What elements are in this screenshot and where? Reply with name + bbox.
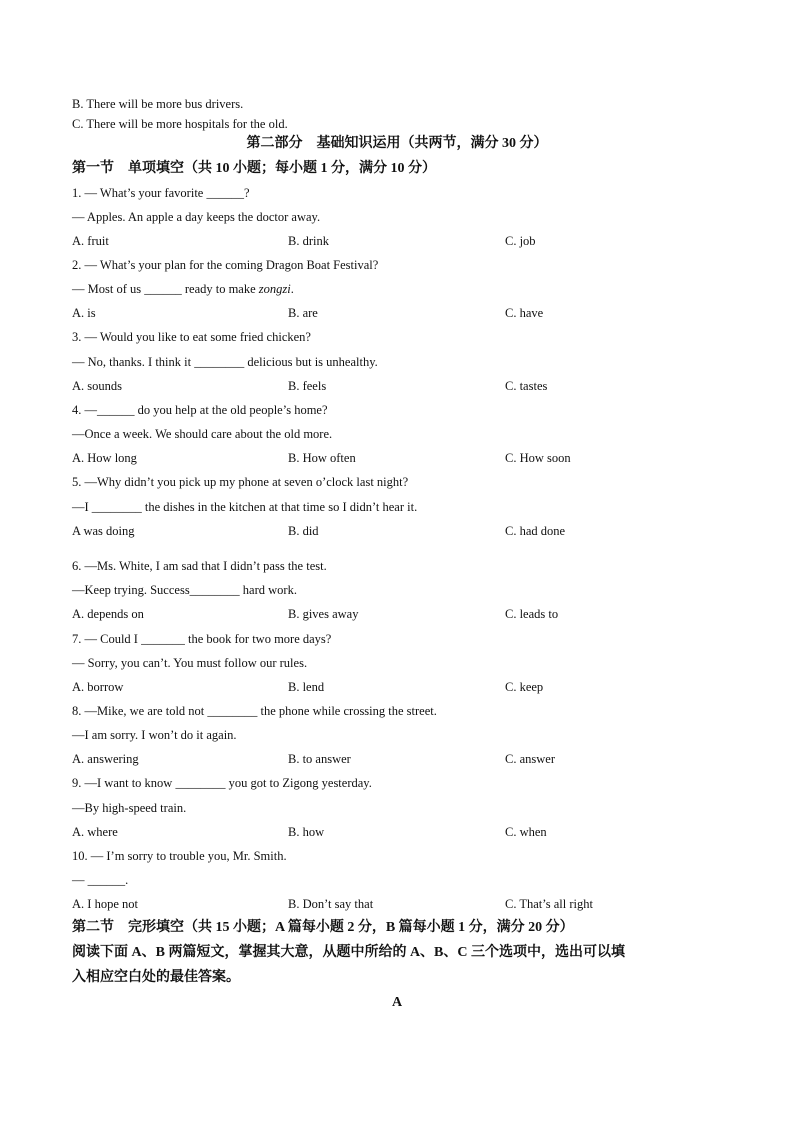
q5-option-b: B. did: [288, 524, 319, 538]
q2-option-c: C. have: [505, 306, 544, 320]
question-6: 6. —Ms. White, I am sad that I didn’t pass the test.: [72, 559, 327, 573]
q10-option-a: A. I hope not: [72, 897, 138, 911]
question-9: 9. —I want to know ________ you got to Zigong yesterday.: [72, 776, 372, 790]
question-7: 7. — Could I _______ the book for two more days?: [72, 632, 332, 646]
q6-option-c: C. leads to: [505, 607, 559, 621]
question-2: 2. — What’s your plan for the coming Dragon Boat Festival?: [72, 258, 379, 272]
question-1: 1. — What’s your favorite ______?: [72, 186, 250, 200]
q7-option-a: A. borrow: [72, 680, 124, 694]
question-3: 3. — Would you like to eat some fried chicken?: [72, 330, 311, 344]
answer-2: — Most of us ______ ready to make zongzi.: [72, 282, 294, 296]
answer-8: —I am sorry. I won’t do it again.: [72, 728, 237, 742]
part-title: 第二部分 基础知识运用（共两节，满分 30 分）: [246, 136, 548, 151]
q5-option-c: C. had done: [505, 524, 566, 538]
q10-option-b: B. Don’t say that: [288, 897, 374, 911]
q4-option-b: B. How often: [288, 451, 356, 465]
q1-option-c: C. job: [505, 234, 536, 248]
prev-option-b: B. There will be more bus drivers.: [72, 97, 244, 111]
prev-option-c: C. There will be more hospitals for the old.: [72, 117, 288, 131]
zongzi-word: zongzi: [258, 282, 291, 296]
answer-1: — Apples. An apple a day keeps the doctor away.: [72, 210, 321, 224]
q10-option-c: C. That’s all right: [505, 897, 593, 911]
answer-9: —By high-speed train.: [72, 801, 187, 815]
q2-option-a: A. is: [72, 306, 96, 320]
question-5: 5. —Why didn’t you pick up my phone at seven o’clock last night?: [72, 475, 409, 489]
q3-option-b: B. feels: [288, 379, 327, 393]
answer-4: —Once a week. We should care about the old more.: [72, 427, 333, 441]
passage-label: A: [391, 995, 403, 1010]
question-4: 4. —______ do you help at the old people’s home?: [72, 403, 328, 417]
q3-option-a: A. sounds: [72, 379, 123, 393]
q7-option-b: B. lend: [288, 680, 325, 694]
q1-option-b: B. drink: [288, 234, 329, 248]
answer-7: — Sorry, you can’t. You must follow our rules.: [72, 656, 308, 670]
q7-option-c: C. keep: [505, 680, 544, 694]
q6-option-b: B. gives away: [288, 607, 359, 621]
q6-option-a: A. depends on: [72, 607, 144, 621]
q8-option-a: A. answering: [72, 752, 139, 766]
q5-option-a: A was doing: [72, 524, 135, 538]
section2-title: 第二节 完形填空（共 15 小题；A 篇每小题 2 分，B 篇每小题 1 分，满分 20 分）: [72, 920, 574, 935]
q2-option-b: B. are: [288, 306, 318, 320]
answer-5: —I ________ the dishes in the kitchen at that time so I didn’t hear it.: [72, 500, 418, 514]
q9-option-c: C. when: [505, 825, 547, 839]
q4-option-c: C. How soon: [505, 451, 571, 465]
answer-3: — No, thanks. I think it ________ delicious but is unhealthy.: [72, 355, 378, 369]
q1-option-a: A. fruit: [72, 234, 109, 248]
question-10: 10. — I’m sorry to trouble you, Mr. Smith.: [72, 849, 287, 863]
section2-instruction-2: 入相应空白处的最佳答案。: [72, 970, 240, 985]
answer-6: —Keep trying. Success________ hard work.: [72, 583, 297, 597]
q8-option-b: B. to answer: [288, 752, 351, 766]
q9-option-b: B. how: [288, 825, 325, 839]
q8-option-c: C. answer: [505, 752, 555, 766]
section2-instruction-1: 阅读下面 A、B 两篇短文，掌握其大意，从题中所给的 A、B、C 三个选项中，选出可以填: [72, 945, 626, 960]
q9-option-a: A. where: [72, 825, 118, 839]
q3-option-c: C. tastes: [505, 379, 548, 393]
q4-option-a: A. How long: [72, 451, 137, 465]
section1-title: 第一节 单项填空（共 10 小题；每小题 1 分，满分 10 分）: [72, 161, 436, 176]
answer-10: — ______.: [72, 873, 129, 887]
question-8: 8. —Mike, we are told not ________ the phone while crossing the street.: [72, 704, 437, 718]
